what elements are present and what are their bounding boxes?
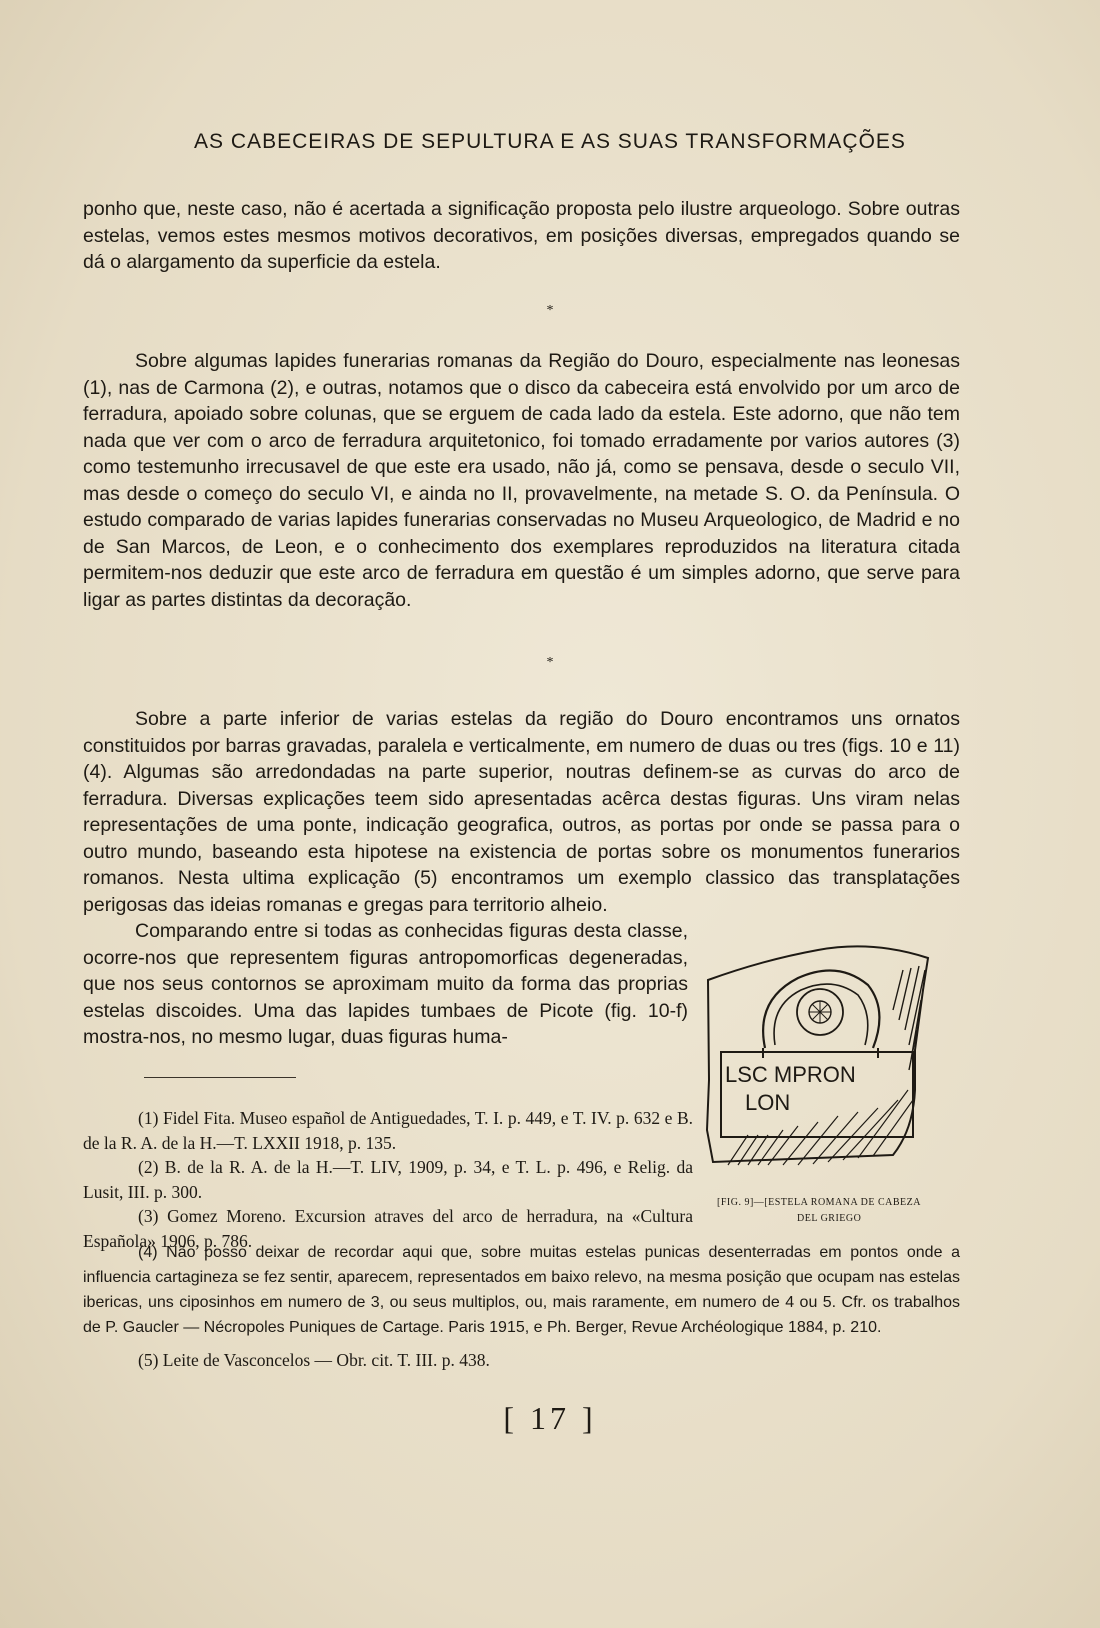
figure-caption: [717, 1195, 957, 1227]
inscription-line-1: LSC MPRON: [725, 1062, 856, 1087]
footnote-4-block: [83, 1240, 960, 1340]
caption-line-1: [FIG. 9]—[ESTELA ROMANA DE CABEZA: [717, 1197, 921, 1208]
footnotes-block: [83, 1106, 693, 1253]
paragraph-3: Sobre a parte inferior de varias estelas da região do Douro encontramos uns ornatos constituidos por barras gravadas, paralela e verticalmente, em numero de duas ou tres (figs. 10 e 11) (4). Algumas são arredondadas na parte superior, noutras definem-se as curvas do arco de ferradura. Diversas explicações teem sido apresentadas acêrca destas figuras. Uns viram nelas representações de uma ponte, indicação geografica, outros, as portas por onde se passa para o outro mundo, baseando esta hipotese na existencia de portas sobre os monumentos funerarios romanos. Nesta ultima explicação (5) encontramos um exemplo classico das transplatações perigosas das ideias romanas e gregas para territorio alheio.: [83, 708, 960, 916]
footnote-4: (4) Não posso deixar de recordar aqui que, sobre muitas estelas punicas desenterradas em pontos onde a influencia cartagineza se fez sentir, aparecem, representados em baixo relevo, na mesma posição que ocupam nas estelas ibericas, uns ciposinhos em numero de 3, ou seus multiplos, ou, mais raramente, em numero de 4 ou 5. Cfr. os trabalhos de P. Gaucler — Nécropoles Puniques de Cartage. Paris 1915, e Ph. Berger, Revue Archéologique 1884, p. 210.: [83, 1244, 960, 1336]
caption-line-2: DEL GRIEGO: [797, 1213, 862, 1224]
footnote-1: (1) Fidel Fita. Museo español de Antiguedades, T. I. p. 449, e T. IV. p. 632 e B. de la R. A. de la H.—T. LXXII 1918, p. 135.: [83, 1108, 693, 1153]
running-title: AS CABECEIRAS DE SEPULTURA E AS SUAS TRANSFORMAÇÕES: [194, 130, 906, 153]
section-separator-1: *: [546, 303, 554, 318]
section-separator-2: *: [546, 655, 554, 670]
inscription-line-2: LON: [745, 1090, 791, 1115]
paragraph-2: Sobre algumas lapides funerarias romanas da Região do Douro, especialmente nas leonesas (1), nas de Carmona (2), e outras, notamos que o disco da cabeceira está envolvido por um arco de ferradura, apoiado sobre colunas, que se erguem de cada lado da estela. Este adorno, que não tem nada que ver com o arco de ferradura arquitetonico, foi tomado erradamente por varios autores (3) como testemunho irrecusavel de que este era usado, não já, como se pensava, desde o seculo VII, mas desde o começo do seculo VI, e ainda no II, provavelmente, na metade S. O. da Península. O estudo comparado de varias lapides funerarias conservadas no Museu Arqueologico, de Madrid e no de San Marcos, de Leon, e o conhecimento dos exemplares reproduzidos na literatura citada permitem-nos deduzir que este arco de ferradura em questão é um simples adorno, que serve para ligar as partes distintas da decoração.: [83, 350, 960, 611]
footnote-3: (3) Gomez Moreno. Excursion atraves del arco de herradura, na «Cultura Española» 1906, p. 786.: [83, 1206, 693, 1251]
footnote-5: (5) Leite de Vasconcelos — Obr. cit. T. III. p. 438.: [138, 1350, 490, 1370]
stele-figure: [703, 930, 948, 1170]
paragraph-1: ponho que, neste caso, não é acertada a significação proposta pelo ilustre arqueologo. Sobre outras estelas, vemos estes mesmos motivos decorativos, em posições diversas, empregados quando se dá o alargamento da superficie da estela.: [83, 198, 960, 273]
page-number: [ 17 ]: [503, 1400, 597, 1436]
footnote-rule: [144, 1077, 296, 1078]
footnote-2: (2) B. de la R. A. de la H.—T. LIV, 1909, p. 34, e T. L. p. 496, e Relig. da Lusit, III. p. 300.: [83, 1157, 693, 1202]
paragraph-4: Comparando entre si todas as conhecidas figuras desta classe, ocorre-nos que representem figuras antropomorficas degeneradas, que nos seus contornos se aproximam muito da forma das proprias estelas discoides. Uma das lapides tumbaes de Picote (fig. 10-f) mostra-nos, no mesmo lugar, duas figuras huma-: [83, 920, 688, 1048]
